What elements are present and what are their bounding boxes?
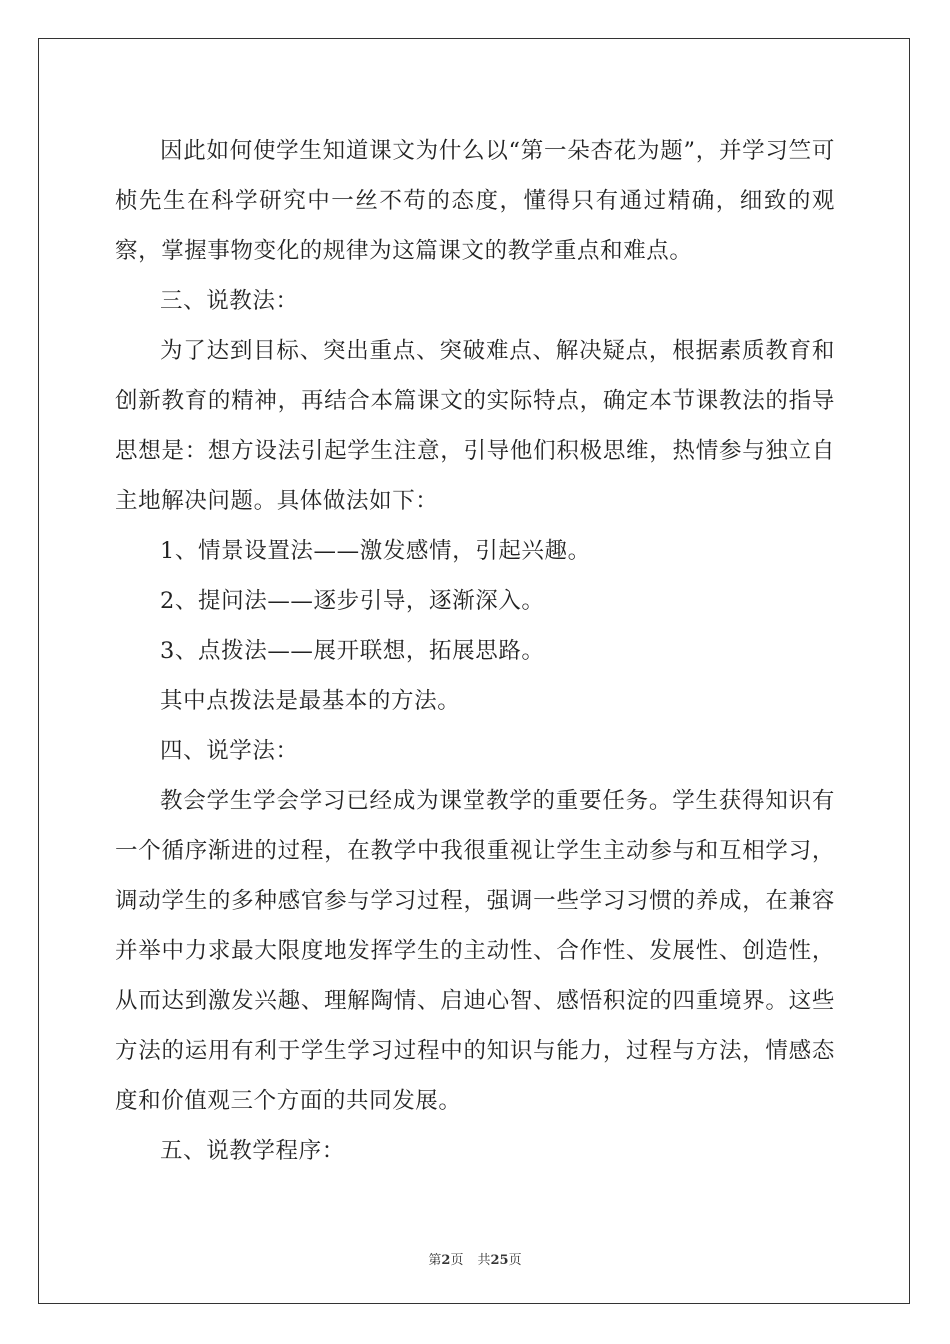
page-prefix: 第 [428, 1253, 442, 1268]
paragraph-teaching-method: 为了达到目标、突出重点、突破难点、解决疑点，根据素质教育和创新教育的精神，再结合本篇课文的实际特点，确定本节课教法的指导思想是：想方设法引起学生注意，引导他们积极思维，热情参与独立自主地解决问题。具体做法如下： [115, 338, 835, 514]
paragraph-learning-method: 教会学生学会学习已经成为课堂教学的重要任务。学生获得知识有一个循序渐进的过程，在教学中我很重视让学生主动参与和互相学习，调动学生的多种感官参与学习过程，强调一些学习习惯的养成，在兼容并举中力求最大限度地发挥学生的主动性、合作性、发展性、创造性，从而达到激发兴趣、理解陶情、启迪心智、感悟积淀的四重境界。这些方法的运用有利于学生学习过程中的知识与能力，过程与方法，情感态度和价值观三个方面的共同发展。 [115, 788, 835, 1114]
document-body [115, 126, 835, 1176]
paragraph-intro-conclusion: 因此如何使学生知道课文为什么以“第一朵杏花为题”，并学习竺可桢先生在科学研究中一丝不苟的态度，懂得只有通过精确，细致的观察，掌握事物变化的规律为这篇课文的教学重点和难点。 [115, 138, 835, 264]
page-number: 2 [441, 1253, 451, 1268]
section-heading-teaching-procedure: 五、说教学程序： [160, 1138, 345, 1164]
section-heading-learning-method: 四、说学法： [160, 738, 299, 764]
total-prefix: 共 [477, 1253, 491, 1268]
list-item-method-1: 1、情景设置法——激发感情，引起兴趣。 [160, 538, 591, 564]
list-item-method-2: 2、提问法——逐步引导，逐渐深入。 [160, 588, 545, 614]
total-suffix: 页 [508, 1253, 522, 1268]
list-item-method-3: 3、点拨法——展开联想，拓展思路。 [160, 638, 545, 664]
page-footer [0, 1249, 950, 1268]
section-heading-teaching-method: 三、说教法： [160, 288, 299, 314]
page-suffix: 页 [450, 1253, 464, 1268]
total-pages: 25 [490, 1253, 509, 1268]
paragraph-method-note: 其中点拨法是最基本的方法。 [160, 688, 461, 714]
